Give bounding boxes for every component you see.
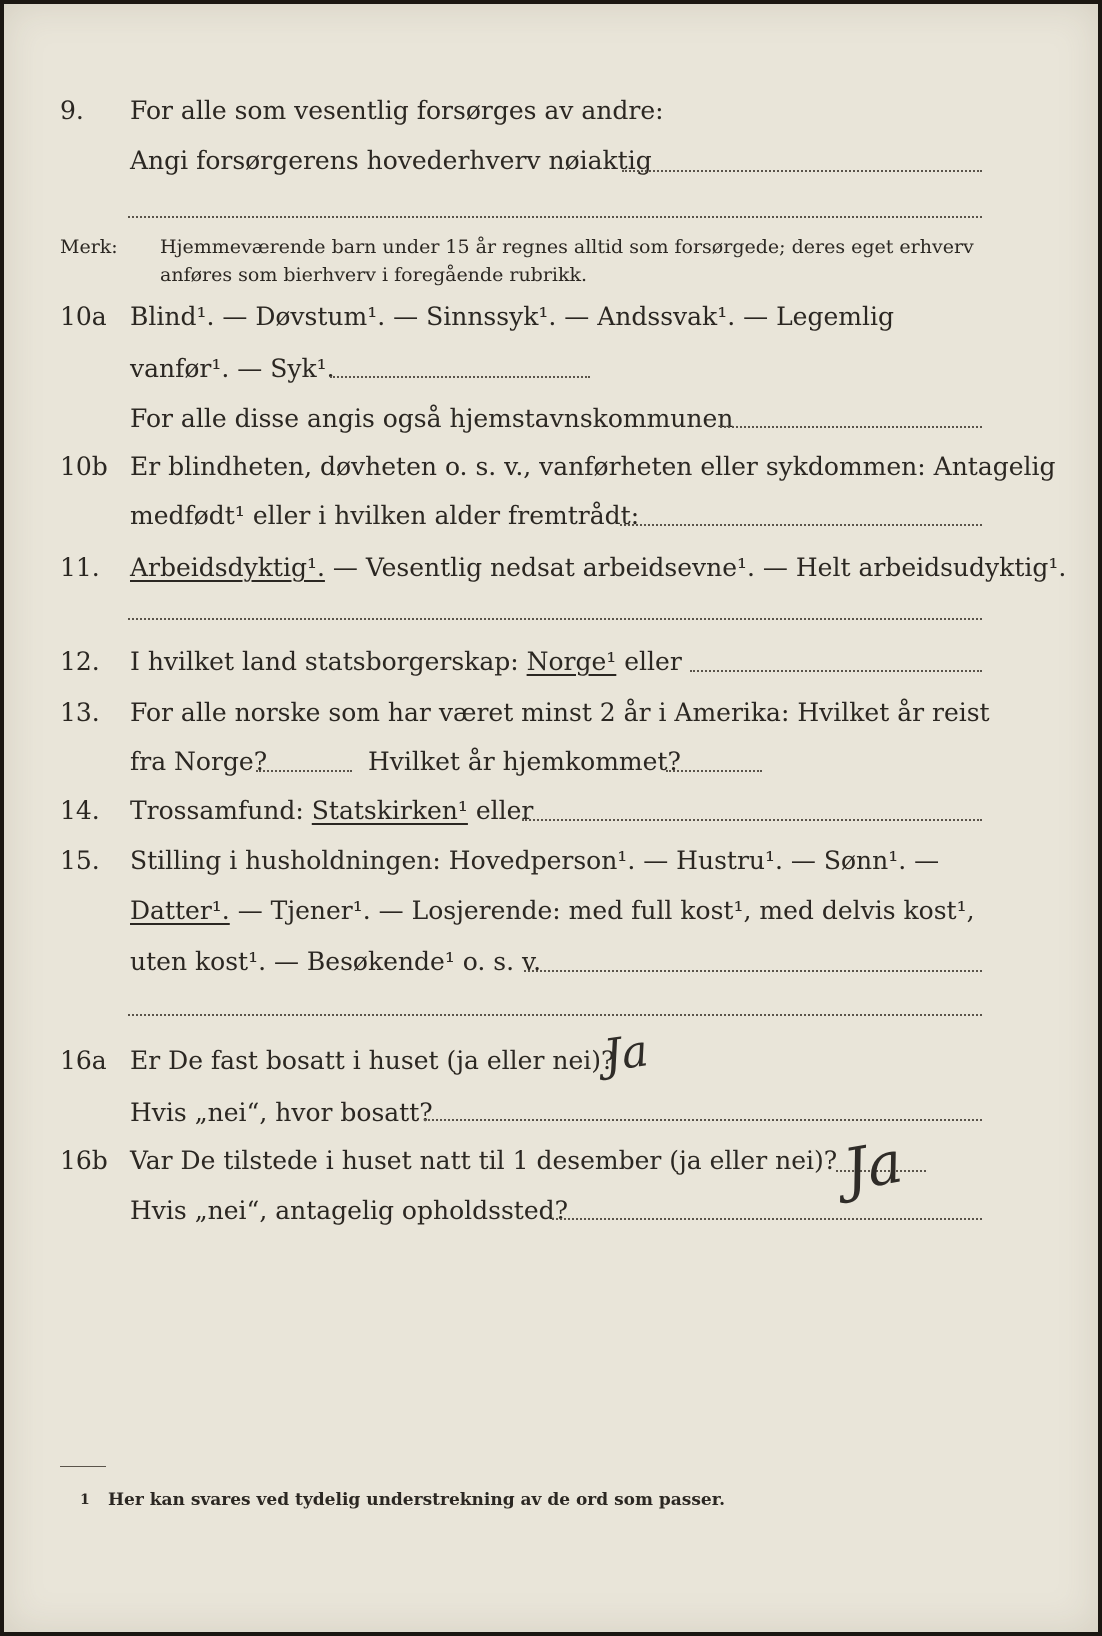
question-number: 10b: [60, 452, 108, 481]
question-suffix: eller: [467, 796, 534, 825]
census-form-page: [4, 4, 1098, 1632]
answer-line: [424, 1119, 982, 1121]
answer-line: [128, 618, 982, 620]
answer-line: [622, 170, 982, 172]
question-text: Stilling i husholdningen: Hovedperson¹. — Hustru¹. — Sønn¹. —: [130, 846, 940, 875]
question-text: For alle som vesentlig forsørges av andre:: [130, 96, 664, 125]
question-number: 12.: [60, 647, 100, 676]
question-text: Er De fast bosatt i huset (ja eller nei)?: [130, 1046, 615, 1075]
answer-line: [620, 524, 982, 526]
question-number: 9.: [60, 96, 84, 125]
question-text: Hvis „nei“, antagelig opholdssted?: [130, 1196, 569, 1225]
question-number: 16a: [60, 1046, 107, 1075]
answer-line: [524, 970, 982, 972]
option-text: — Tjener¹. — Losjerende: med full kost¹, med delvis kost¹,: [229, 896, 975, 925]
footnote-text: Her kan svares ved tydelig understrekning av de ord som passer.: [108, 1490, 726, 1510]
question-number: 11.: [60, 553, 100, 582]
question-suffix: eller: [616, 647, 682, 676]
question-text: Hvilket år hjemkommet?: [368, 747, 681, 776]
footnote-mark: 1: [80, 1492, 90, 1508]
question-number: 13.: [60, 698, 100, 727]
question-prefix: Trossamfund:: [130, 796, 312, 825]
answer-line: [128, 1014, 982, 1016]
handwritten-answer: Ja: [838, 1127, 908, 1205]
question-text: Blind¹. — Døvstum¹. — Sinnssyk¹. — Andssvak¹. — Legemlig: [130, 302, 894, 331]
footnote-rule: [60, 1466, 106, 1467]
answer-line: [690, 670, 982, 672]
question-text: For alle disse angis også hjemstavnskommunen: [130, 404, 734, 433]
question-number: 16b: [60, 1146, 108, 1175]
question-text: medfødt¹ eller i hvilken alder fremtrådt:: [130, 501, 640, 530]
question-text: Angi forsørgerens hovederhverv nøiaktig: [130, 146, 652, 175]
answer-line: [552, 1218, 982, 1220]
question-text: fra Norge?: [130, 747, 268, 776]
answer-line: [256, 770, 352, 772]
selected-option: Statskirken¹: [311, 796, 468, 825]
note-text: Hjemmeværende barn under 15 år regnes alltid som forsørgede; deres eget erhverv: [160, 236, 974, 258]
selected-option: Arbeidsdyktig¹.: [130, 553, 325, 582]
note-label: Merk:: [60, 236, 118, 258]
answer-line: [330, 376, 590, 378]
question-prefix: I hvilket land statsborgerskap:: [130, 647, 527, 676]
question-text: vanfør¹. — Syk¹.: [130, 354, 335, 383]
answer-line: [522, 819, 982, 821]
question-text: Hvis „nei“, hvor bosatt?: [130, 1098, 433, 1127]
question-number: 14.: [60, 796, 100, 825]
question-text: [130, 647, 682, 676]
question-number: 10a: [60, 302, 107, 331]
question-text: [130, 896, 975, 925]
answer-line: [720, 426, 982, 428]
note-text: anføres som bierhverv i foregående rubrikk.: [160, 264, 588, 286]
option-text: — Vesentlig nedsat arbeidsevne¹. — Helt arbeidsudyktig¹.: [324, 553, 1067, 582]
answer-line: [666, 770, 762, 772]
question-text: uten kost¹. — Besøkende¹ o. s. v.: [130, 947, 542, 976]
selected-option: Datter¹.: [130, 896, 230, 925]
question-text: [130, 796, 533, 825]
question-number: 15.: [60, 846, 100, 875]
answer-line: [128, 216, 982, 218]
question-text: For alle norske som har været minst 2 år i Amerika: Hvilket år reist: [130, 698, 990, 727]
question-text: Er blindheten, døvheten o. s. v., vanførheten eller sykdommen: Antagelig: [130, 452, 1056, 481]
handwritten-answer: Ja: [600, 1025, 652, 1082]
question-text: Var De tilstede i huset natt til 1 desember (ja eller nei)?: [130, 1146, 838, 1175]
selected-option: Norge¹: [526, 647, 617, 676]
question-text: [130, 553, 1066, 582]
